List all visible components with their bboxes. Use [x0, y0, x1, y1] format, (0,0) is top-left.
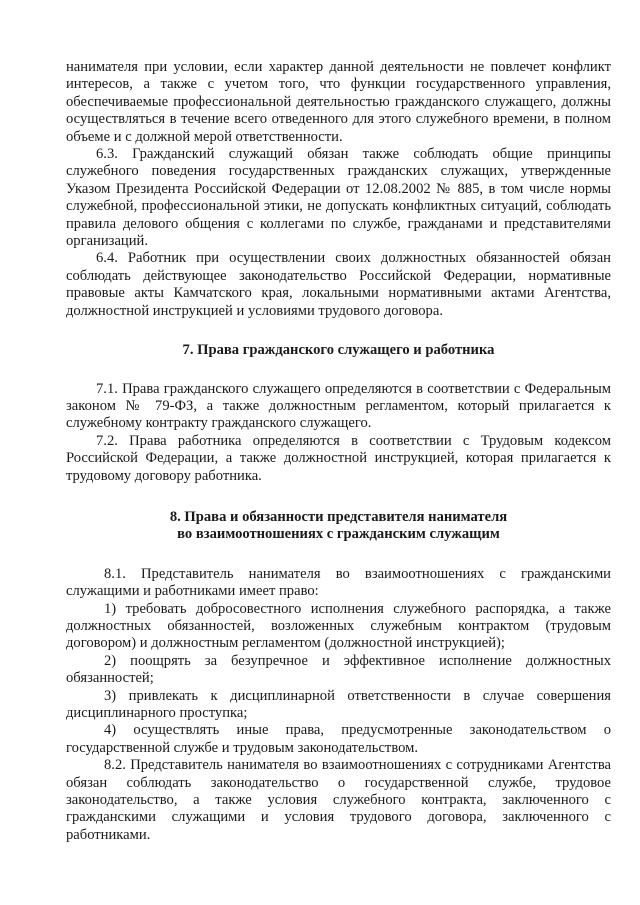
document-page [66, 59, 611, 844]
paragraph-6-3: 6.3. Гражданский служащий обязан также соблюдать общие принципы служебного поведения государственных гражданских служащих, утвержденные Указом Президента Российской Федерации от 12.08.2002 № 885, в том числе нормы служебной, профессиональной этики, не допускать конфликтных ситуаций, соблюдать правила делового общения с коллегами по службе, гражданами и представителями организаций. [66, 146, 611, 250]
list-item-8-1-4: 4) осуществлять иные права, предусмотренные законодательством о государственной службе и трудовым законодательством. [66, 722, 611, 756]
paragraph-8-2: 8.2. Представитель нанимателя во взаимоотношениях с сотрудниками Агентства обязан соблюдать законодательство о государственной службе, трудовое законодательство, а также условия служебного контракта, заключенного с гражданскими служащими и условия трудового договора, заключенного с работниками. [66, 757, 611, 843]
section-8-heading-line-1: 8. Права и обязанности представителя нанимателя [169, 508, 508, 525]
paragraph-8-1: 8.1. Представитель нанимателя во взаимоотношениях с гражданскими служащими и работниками имеет право: [66, 565, 611, 600]
section-8-heading-line-2: во взаимоотношениях с гражданским служащим [177, 526, 500, 543]
list-item-8-1-2: 2) поощрять за безупречное и эффективное исполнение должностных обязанностей; [66, 652, 611, 687]
section-7-heading: 7. Права гражданского служащего и работника [182, 342, 495, 359]
list-item-8-1-1: 1) требовать добросовестного исполнения служебного распорядка, а также должностных обязанностей, возложенных служебным контрактом (трудовым договором) и должностным регламентом (должностной инструкцией); [66, 600, 611, 652]
paragraph-continuation: нанимателя при условии, если характер данной деятельности не повлечет конфликт интересов, а также с учетом того, что функции государственного управления, обеспечиваемые профессиональной деятельностью гражданского служащего, должны осуществляться в течение всего отведенного для этого служебного времени, в полном объеме и с должной мерой ответственности. [66, 59, 611, 145]
paragraph-7-2: 7.2. Права работника определяются в соответствии с Трудовым кодексом Российской Федерации, а также должностной инструкцией, которая прилагается к трудовому договору работника. [66, 432, 611, 484]
list-item-8-1-3: 3) привлекать к дисциплинарной ответственности в случае совершения дисциплинарного проступка; [66, 687, 611, 721]
section-8-heading [66, 509, 611, 544]
paragraph-7-1: 7.1. Права гражданского служащего определяются в соответствии с Федеральным законом № 79-ФЗ, а также должностным регламентом, который прилагается к служебному контракту гражданского служащего. [66, 380, 611, 432]
paragraph-6-4: 6.4. Работник при осуществлении своих должностных обязанностей обязан соблюдать действующее законодательство Российской Федерации, нормативные правовые акты Камчатского края, локальными нормативными актами Агентства, должностной инструкцией и условиями трудового договора. [66, 250, 611, 319]
